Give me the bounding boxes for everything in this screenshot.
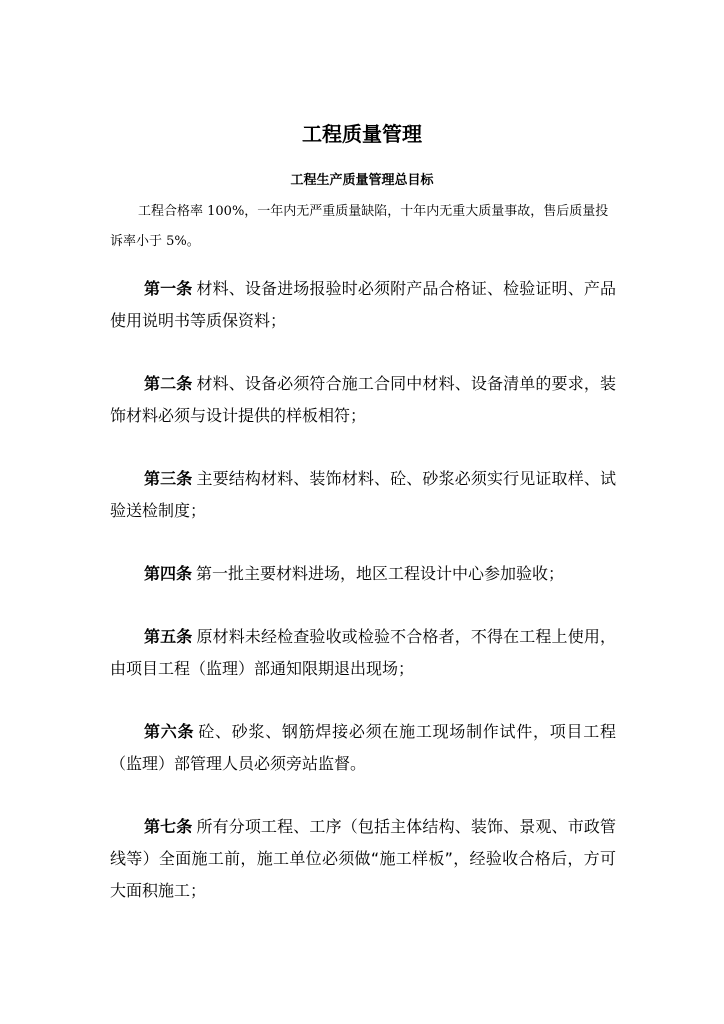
document-subtitle: 工程生产质量管理总目标 [290,173,434,188]
article-text: 材料、设备必须符合施工合同中材料、设备清单的要求，装饰材料必须与设计提供的样板相符； [110,374,616,425]
article-2 [110,368,616,432]
article-number: 第七条 [144,817,193,836]
article-text: 所有分项工程、工序（包括主体结构、装饰、景观、市政管线等）全面施工前，施工单位必须做“施工样板”，经验收合格后，方可大面积施工； [110,817,616,900]
article-number: 第二条 [144,374,193,393]
document-title: 工程质量管理 [302,122,422,146]
article-text: 原材料未经检查验收或检验不合格者，不得在工程上使用，由项目工程（监理）部通知限期退出现场； [110,627,616,678]
article-number: 第六条 [144,722,195,741]
article-text: 材料、设备进场报验时必须附产品合格证、检验证明、产品使用说明书等质保资料； [110,279,616,330]
article-text: 第一批主要材料进场，地区工程设计中心参加验收； [196,564,565,583]
quality-goal-paragraph: 工程合格率 100%，一年内无严重质量缺陷，十年内无重大质量事故，售后质量投诉率小于 5%。 [110,204,609,249]
article-3 [110,463,616,527]
article-text: 砼、砂浆、钢筋焊接必须在施工现场制作试件，项目工程（监理）部管理人员必须旁站监督。 [110,722,616,773]
article-5 [110,621,616,685]
articles-list [110,273,616,938]
article-7 [110,811,616,907]
article-number: 第五条 [144,627,193,646]
article-number: 第一条 [144,279,193,298]
article-number: 第三条 [144,469,193,488]
article-4 [110,558,616,590]
article-text: 主要结构材料、装饰材料、砼、砂浆必须实行见证取样、试验送检制度； [110,469,616,520]
article-6 [110,716,616,780]
article-number: 第四条 [144,564,193,583]
article-1 [110,273,616,337]
